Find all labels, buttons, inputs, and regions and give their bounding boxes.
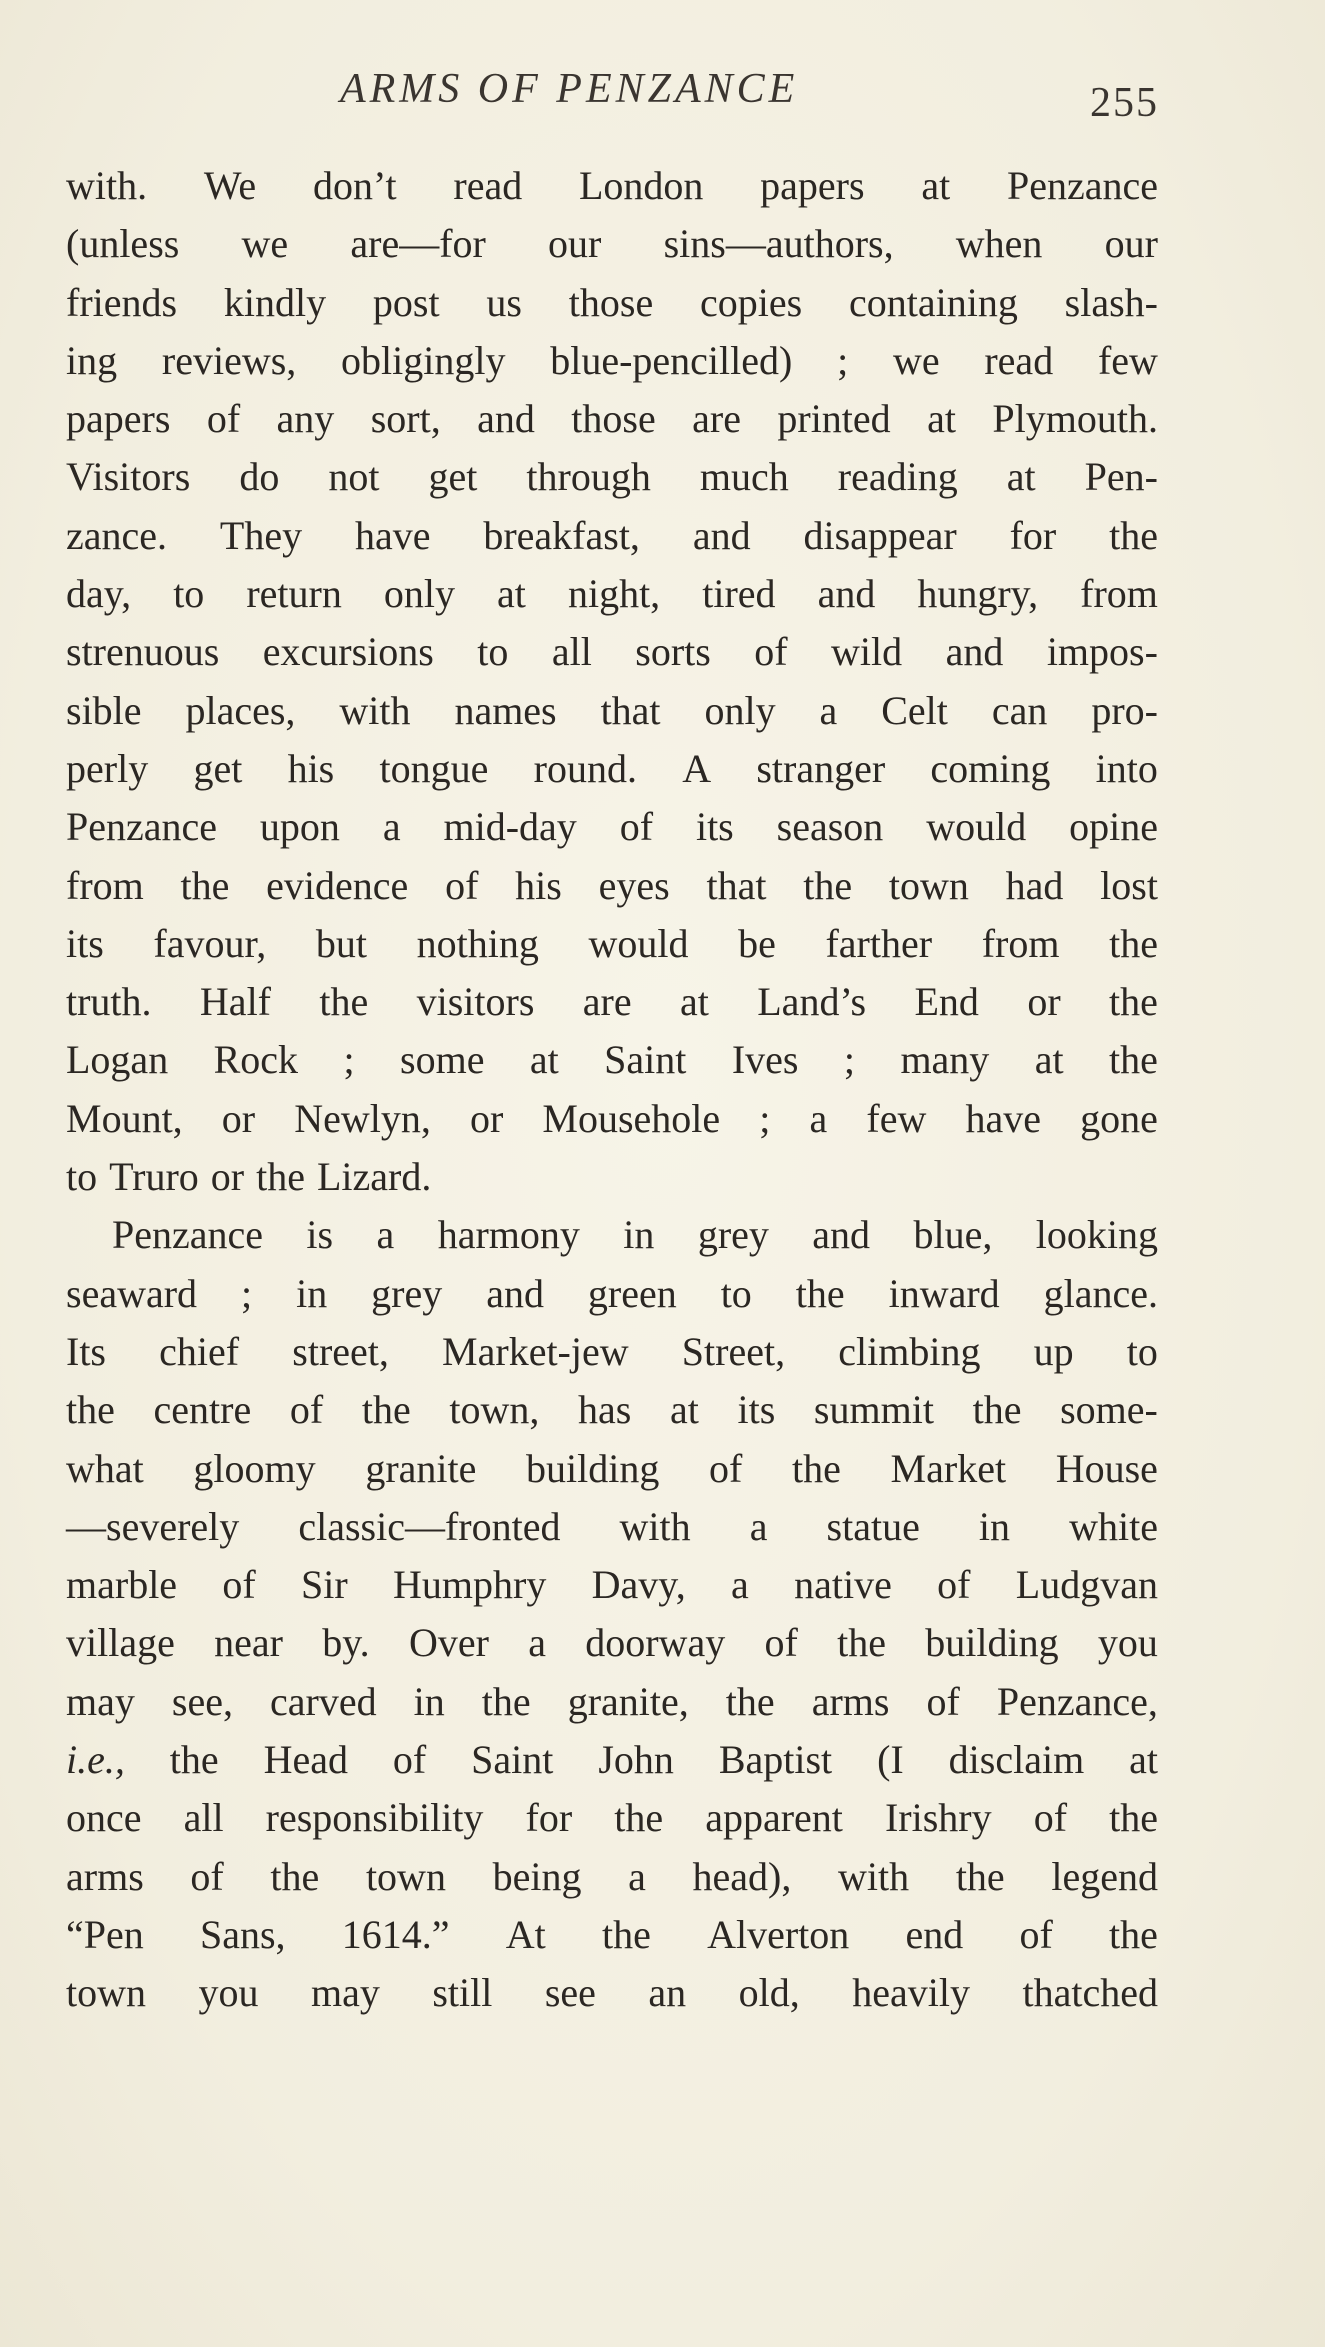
- text-line: with. We don’t read London papers at Penzance: [66, 163, 1158, 208]
- text-line: papers of any sort, and those are printed at Plymouth.: [66, 396, 1158, 442]
- text-line: village near by. Over a doorway of the building you: [66, 1620, 1158, 1666]
- text-line: “Pen Sans, 1614.” At the Alverton end of the: [66, 1911, 1158, 1957]
- text-line: Mount, or Newlyn, or Mousehole ; a few have gone: [66, 1095, 1158, 1141]
- text-line: Visitors do not get through much reading at Pen-: [66, 454, 1158, 500]
- text-line: Penzance upon a mid-day of its season would opine: [66, 804, 1158, 850]
- text-line: may see, carved in the granite, the arms of Penzance,: [66, 1678, 1158, 1724]
- text-line: the centre of the town, has at its summit the some-: [66, 1387, 1158, 1433]
- text-line: i.e., the Head of Saint John Baptist (I disclaim at: [66, 1737, 1158, 1783]
- text-line: friends kindly post us those copies containing slash-: [66, 279, 1158, 325]
- text-line: town you may still see an old, heavily thatched: [66, 1970, 1158, 2016]
- text-line: Logan Rock ; some at Saint Ives ; many at the: [66, 1037, 1158, 1083]
- text-line: once all responsibility for the apparent Irishry of the: [66, 1795, 1158, 1841]
- text-line: marble of Sir Humphry Davy, a native of Ludgvan: [66, 1562, 1158, 1608]
- text-line: arms of the town being a head), with the legend: [66, 1853, 1158, 1899]
- text-line: from the evidence of his eyes that the town had lost: [66, 862, 1158, 908]
- page-number: 255: [1090, 80, 1159, 126]
- text-line: day, to return only at night, tired and hungry, from: [66, 571, 1158, 617]
- running-head: [0, 64, 1325, 124]
- text-line: Its chief street, Market-jew Street, climbing up to: [66, 1328, 1158, 1374]
- text-line: seaward ; in grey and green to the inward glance.: [66, 1270, 1158, 1316]
- text-line: Penzance is a harmony in grey and blue, looking: [112, 1212, 1158, 1258]
- text-line: its favour, but nothing would be farther from the: [66, 920, 1158, 966]
- body-text: [66, 157, 1158, 2023]
- text-line: zance. They have breakfast, and disappear for the: [66, 512, 1158, 558]
- text-line: sible places, with names that only a Celt can pro-: [66, 687, 1158, 733]
- text-line: (unless we are—for our sins—authors, when our: [66, 221, 1158, 267]
- text-line: —severely classic—fronted with a statue in white: [66, 1503, 1158, 1549]
- text-line: to Truro or the Lizard.: [66, 1154, 432, 1200]
- text-line: what gloomy granite building of the Market House: [66, 1445, 1158, 1491]
- text-line: strenuous excursions to all sorts of wild and impos-: [66, 629, 1158, 675]
- text-line: truth. Half the visitors are at Land’s End or the: [66, 979, 1158, 1025]
- text-line: perly get his tongue round. A stranger coming into: [66, 745, 1158, 791]
- chapter-title: ARMS OF PENZANCE: [340, 66, 799, 112]
- text-line: ing reviews, obligingly blue-pencilled) ; we read few: [66, 337, 1158, 383]
